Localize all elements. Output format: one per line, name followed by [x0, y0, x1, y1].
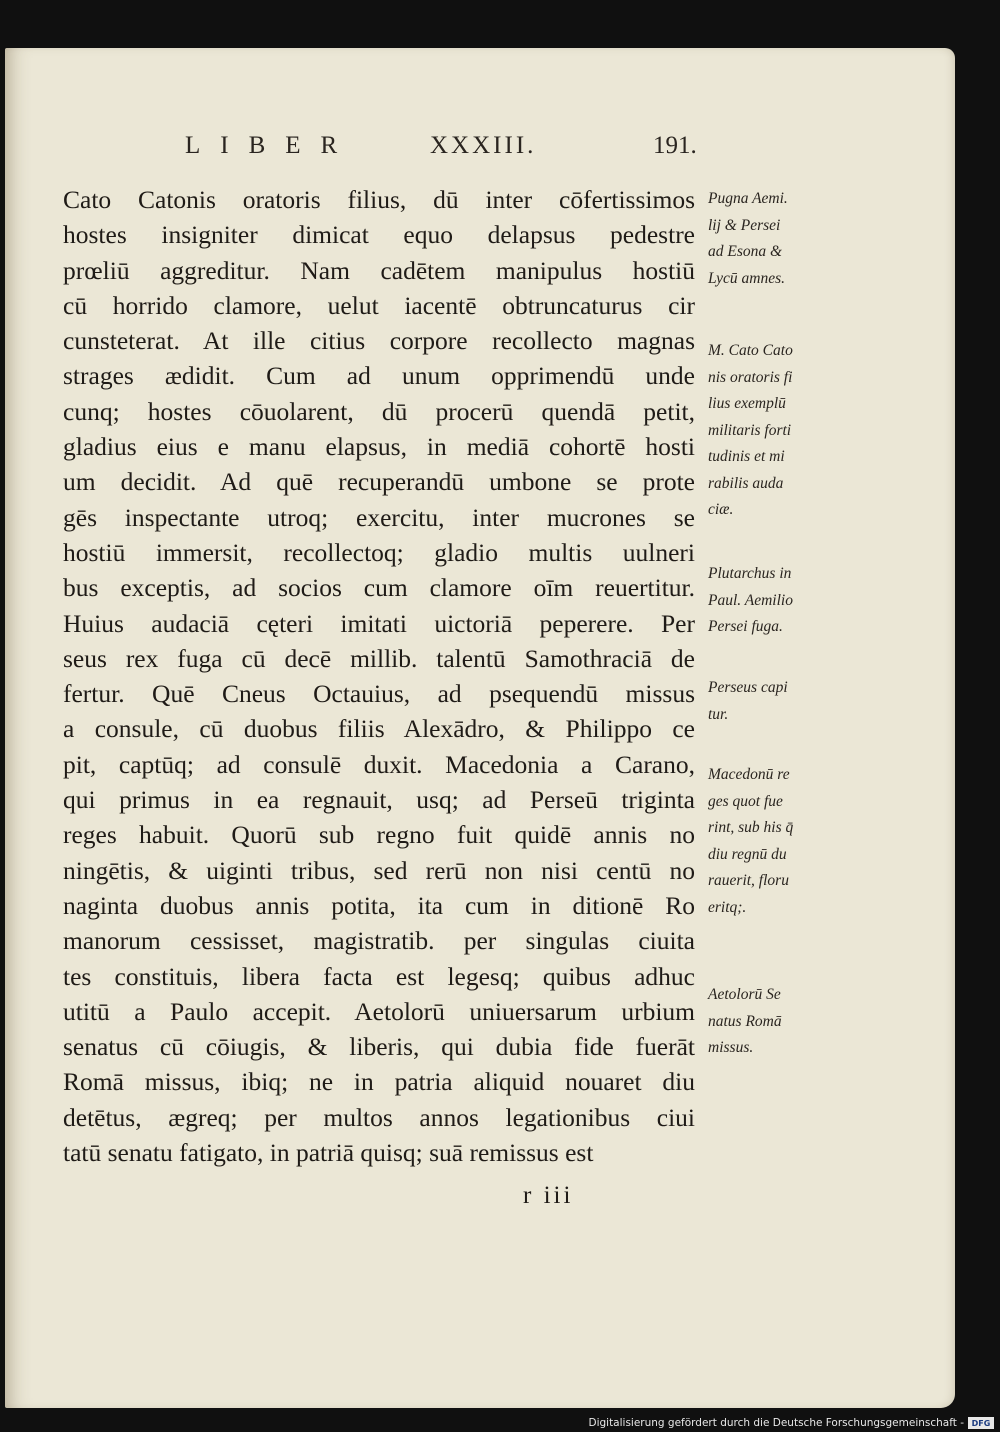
text-line: Huius audaciā cęteri imitati uictoriā peperere. Per [63, 608, 695, 638]
footer-funding-text: Digitalisierung gefördert durch die Deutsche Forschungsgemeinschaft - [588, 1417, 964, 1429]
margin-note-line: rauerit, floru [708, 872, 789, 889]
margin-note [708, 186, 838, 292]
margin-note [708, 762, 838, 921]
text-line: Cato Catonis oratoris filius, dū inter cōfertissimos [63, 185, 695, 214]
margin-note-line: Pugna Aemi. [708, 190, 788, 207]
text-line: pit, captūq; ad consulē duxit. Macedonia a Carano, [63, 749, 695, 779]
text-line: naginta duobus annis potita, ita cum in ditionē Ro [63, 890, 695, 920]
margin-note-line: nis oratoris fi [708, 368, 793, 386]
text-line: senatus cū cōiugis, & liberis, qui dubia fide fuerāt [63, 1032, 695, 1062]
margin-note-line: tudinis et mi [708, 448, 785, 465]
text-line: um decidit. Ad quē recuperandū umbone se prote [63, 467, 695, 497]
text-line: cunq; hostes cōuolarent, dū procerū quendā petit, [63, 396, 695, 426]
margin-note-line: militaris forti [708, 421, 792, 439]
header-book-number: XXXIII. [430, 132, 537, 159]
margin-note [708, 338, 838, 524]
margin-note-line: Persei fuga. [708, 618, 783, 635]
signature-mark: r iii [523, 1182, 574, 1209]
margin-note-line: Macedonū re [708, 766, 790, 783]
margin-note-line: M. Cato Cato [708, 342, 793, 359]
margin-note-line: lij & Persei [708, 216, 781, 234]
text-line: reges habuit. Quorū sub regno fuit quidē annis no [63, 820, 695, 850]
text-line: utitū a Paulo accepit. Aetolorū uniuersarum urbium [63, 996, 695, 1026]
text-line: prœliū aggreditur. Nam cadētem manipulus hostiū [63, 255, 695, 285]
text-line: bus exceptis, ad socios cum clamore oīm reuertitur. [63, 573, 695, 603]
text-line: detētus, ægreq; per multos annos legationibus ciui [63, 1102, 695, 1132]
margin-note-line: Aetolorū Se [708, 986, 781, 1003]
footer-bar [588, 1415, 994, 1431]
margin-note-line: natus Romā [708, 1012, 782, 1030]
header-liber: LIBER [185, 132, 358, 159]
text-line: fertur. Quē Cneus Octauius, ad psequendū missus [63, 679, 695, 709]
text-line: manorum cessisset, magistratib. per singulas ciuita [63, 926, 695, 956]
margin-note-line: rabilis auda [708, 474, 784, 492]
margin-note-line: Plutarchus in [708, 565, 792, 582]
text-line: ningētis, & uiginti tribus, sed rerū non nisi centū no [63, 855, 695, 885]
margin-note-line: rint, sub his q̄ [708, 819, 794, 836]
dfg-logo-icon: DFG [968, 1417, 994, 1429]
main-text-block [63, 182, 695, 1170]
margin-note [708, 561, 838, 641]
margin-note-line: Lycū amnes. [708, 269, 786, 287]
text-line: tatū senatu fatigato, in patriā quisq; suā remissus est [63, 1138, 594, 1168]
text-line: hostiū immersit, recollectoq; gladio multis uulneri [63, 537, 695, 567]
running-header [185, 132, 785, 162]
margin-note-line: ges quot fue [708, 792, 783, 810]
margin-note [708, 982, 838, 1062]
text-line: cunsteterat. At ille citius corpore recollecto magnas [63, 326, 695, 356]
margin-note-line: diu regnū du [708, 845, 787, 863]
text-line: hostes insigniter dimicat equo delapsus pedestre [63, 220, 695, 250]
text-line: tes constituis, libera facta est legesq; quibus adhuc [63, 961, 695, 991]
margin-note-line: ad Esona & [708, 243, 783, 260]
text-line: gēs inspectante utroq; exercitu, inter mucrones se [63, 502, 695, 532]
text-line: gladius eius e manu elapsus, in mediā cohortē hosti [63, 432, 695, 462]
margin-note-line: lius exemplū [708, 395, 786, 412]
margin-note-line: ciæ. [708, 501, 734, 518]
text-line: Romā missus, ibiq; ne in patria aliquid nouaret diu [63, 1067, 695, 1097]
header-folio-number: 191. [653, 132, 697, 159]
text-line: seus rex fuga cū decē millib. talentū Samothraciā de [63, 643, 695, 673]
margin-note-line: Paul. Aemilio [708, 591, 793, 609]
text-line: strages ædidit. Cum ad unum opprimendū unde [63, 361, 695, 391]
margin-note-line: missus. [708, 1039, 754, 1056]
margin-note [708, 675, 838, 728]
text-line: qui primus in ea regnauit, usq; ad Perseū triginta [63, 785, 695, 815]
margin-note-line: eritq;. [708, 898, 747, 916]
margin-note-line: tur. [708, 705, 729, 723]
text-line: a consule, cū duobus filiis Alexādro, & Philippo ce [63, 714, 695, 744]
margin-note-line: Perseus capi [708, 679, 788, 696]
text-line: cū horrido clamore, uelut iacentē obtruncaturus cir [63, 290, 695, 320]
